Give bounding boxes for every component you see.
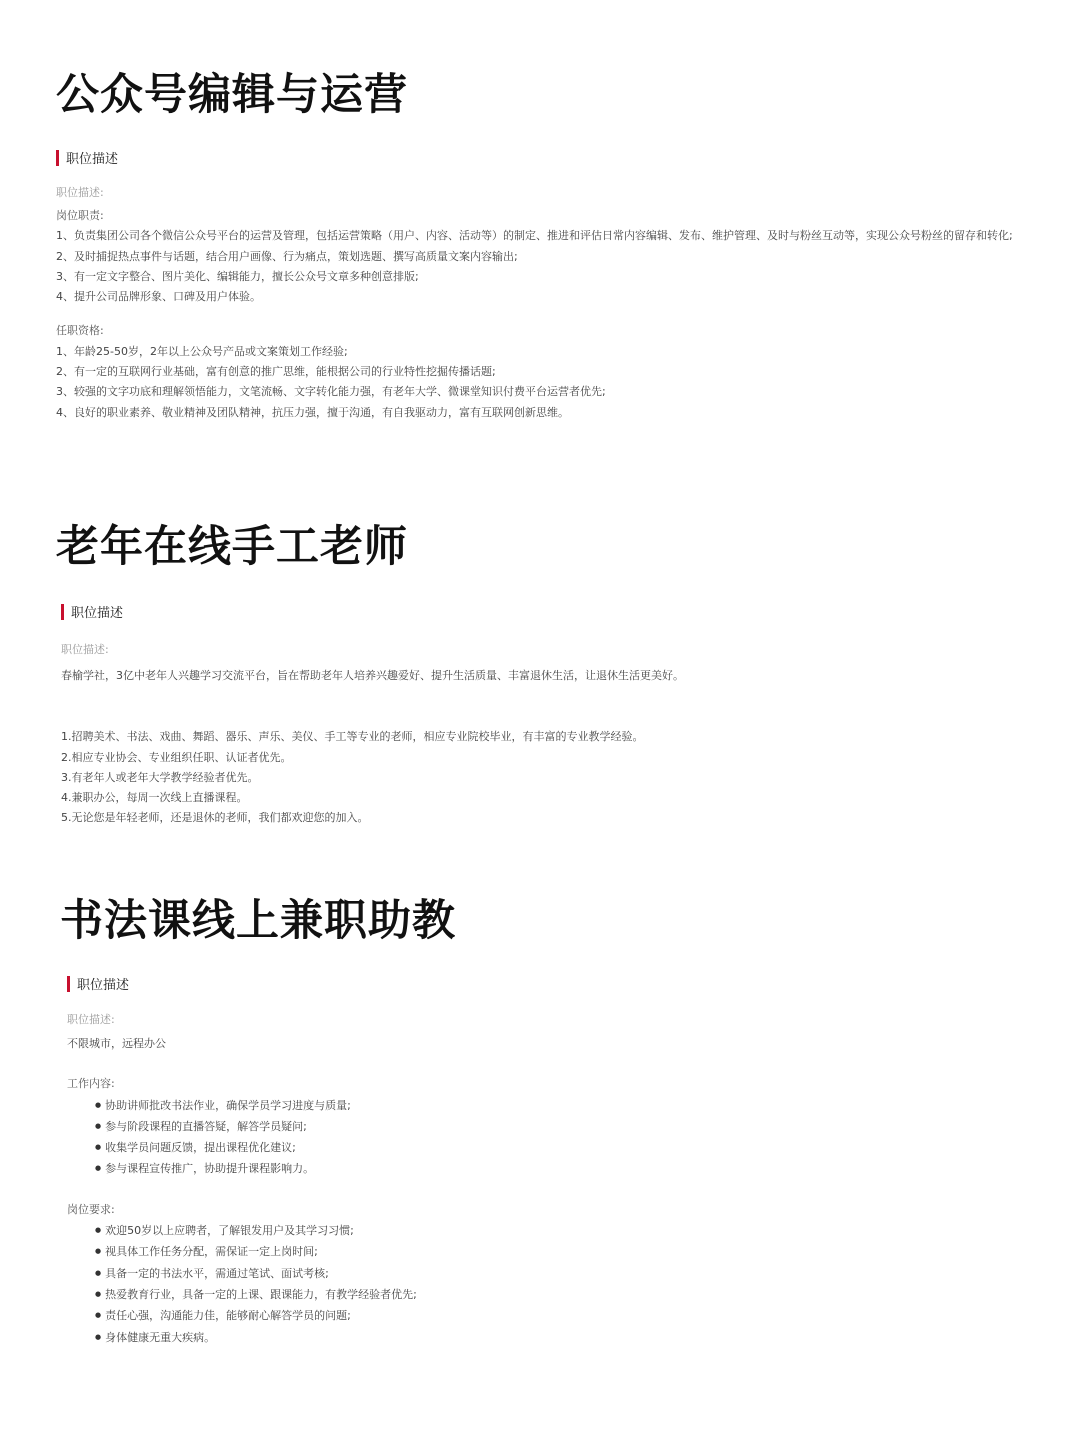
list-item: ● 责任心强，沟通能力佳，能够耐心解答学员的问题; bbox=[67, 1305, 1020, 1326]
list-item: ● 具备一定的书法水平，需通过笔试、面试考核; bbox=[67, 1263, 1020, 1284]
spacer bbox=[56, 307, 1031, 321]
list-item: 4.兼职办公，每周一次线上直播课程。 bbox=[61, 791, 248, 805]
section-label: 职位描述 bbox=[71, 606, 124, 621]
list-item: 2、及时捕捉热点事件与话题，结合用户画像、行为痛点，策划选题、撰写高质量文案内容输出; bbox=[56, 249, 518, 263]
requirements-heading: 岗位要求: bbox=[67, 1202, 115, 1216]
accent-bar bbox=[61, 604, 64, 620]
section-label: 职位描述 bbox=[77, 978, 130, 993]
job-section-calligraphy-assistant bbox=[60, 892, 1020, 1348]
responsibilities-heading: 岗位职责: bbox=[56, 209, 104, 222]
location: 不限城市，远程办公 bbox=[67, 1037, 166, 1050]
description-label: 职位描述: bbox=[61, 643, 109, 656]
description-label: 职位描述: bbox=[56, 186, 104, 199]
section-heading bbox=[56, 148, 1031, 167]
job-title: 老年在线手工老师 bbox=[56, 522, 408, 572]
description-label: 职位描述: bbox=[67, 1013, 115, 1026]
job-title: 书法课线上兼职助教 bbox=[60, 896, 456, 946]
list-item: ● 视具体工作任务分配，需保证一定上岗时间; bbox=[67, 1241, 1020, 1262]
list-item: ● 参与阶段课程的直播答疑，解答学员疑问; bbox=[67, 1116, 1020, 1137]
list-item: ● 参与课程宣传推广，协助提升课程影响力。 bbox=[67, 1158, 1020, 1179]
list-item: ● 收集学员问题反馈，提出课程优化建议; bbox=[67, 1137, 1020, 1158]
qualifications-heading: 任职资格: bbox=[56, 324, 104, 338]
job-section-wechat-editor bbox=[56, 66, 1031, 423]
list-item: ● 欢迎50岁以上应聘者，了解银发用户及其学习习惯; bbox=[67, 1220, 1020, 1241]
list-item: ● 热爱教育行业，具备一定的上课、跟课能力，有教学经验者优先; bbox=[67, 1284, 1020, 1305]
list-item: ● 协助讲师批改书法作业，确保学员学习进度与质量; bbox=[67, 1095, 1020, 1116]
requirements-list bbox=[61, 727, 1031, 828]
job-section-handcraft-teacher bbox=[56, 518, 1031, 829]
list-item: 2.相应专业协会、专业组织任职、认证者优先。 bbox=[61, 750, 292, 764]
list-item: 3、有一定文字整合、图片美化、编辑能力，擅长公众号文章多种创意排版; bbox=[56, 269, 419, 283]
work-heading: 工作内容: bbox=[67, 1077, 115, 1091]
requirements-list bbox=[67, 1220, 1020, 1348]
section-heading bbox=[67, 974, 1020, 993]
work-list bbox=[67, 1095, 1020, 1180]
accent-bar bbox=[56, 150, 59, 166]
list-item: 4、提升公司品牌形象、口碑及用户体验。 bbox=[56, 290, 261, 304]
list-item: 5.无论您是年轻老师，还是退休的老师，我们都欢迎您的加入。 bbox=[61, 811, 369, 825]
list-item: 1.招聘美术、书法、戏曲、舞蹈、器乐、声乐、美仪、手工等专业的老师，相应专业院校毕业，有丰富的专业教学经验。 bbox=[61, 730, 644, 744]
job-title: 公众号编辑与运营 bbox=[56, 70, 408, 120]
list-item: 3、较强的文字功底和理解领悟能力，文笔流畅、文字转化能力强，有老年大学、微课堂知识付费平台运营者优先; bbox=[56, 385, 606, 399]
responsibilities-list bbox=[56, 226, 1031, 307]
list-item: ● 身体健康无重大疾病。 bbox=[67, 1327, 1020, 1348]
list-item: 2、有一定的互联网行业基础，富有创意的推广思维，能根据公司的行业特性挖掘传播话题; bbox=[56, 365, 496, 379]
company-intro: 春榆学社，3亿中老年人兴趣学习交流平台，旨在帮助老年人培养兴趣爱好、提升生活质量、丰富退休生活，让退休生活更美好。 bbox=[61, 669, 684, 682]
list-item: 1、年龄25-50岁，2年以上公众号产品或文案策划工作经验; bbox=[56, 344, 348, 358]
list-item: 1、负责集团公司各个微信公众号平台的运营及管理，包括运营策略（用户、内容、活动等）的制定、推进和评估日常内容编辑、发布、维护管理、及时与粉丝互动等，实现公众号粉丝的留存和转化; bbox=[56, 229, 1013, 243]
list-item: 4、良好的职业素养、敬业精神及团队精神，抗压力强，擅于沟通，有自我驱动力，富有互联网创新思维。 bbox=[56, 405, 569, 419]
qualifications-list bbox=[56, 342, 1031, 423]
accent-bar bbox=[67, 976, 70, 992]
list-item: 3.有老年人或老年大学教学经验者优先。 bbox=[61, 770, 259, 784]
section-label: 职位描述 bbox=[66, 152, 119, 167]
section-heading bbox=[61, 602, 1031, 621]
